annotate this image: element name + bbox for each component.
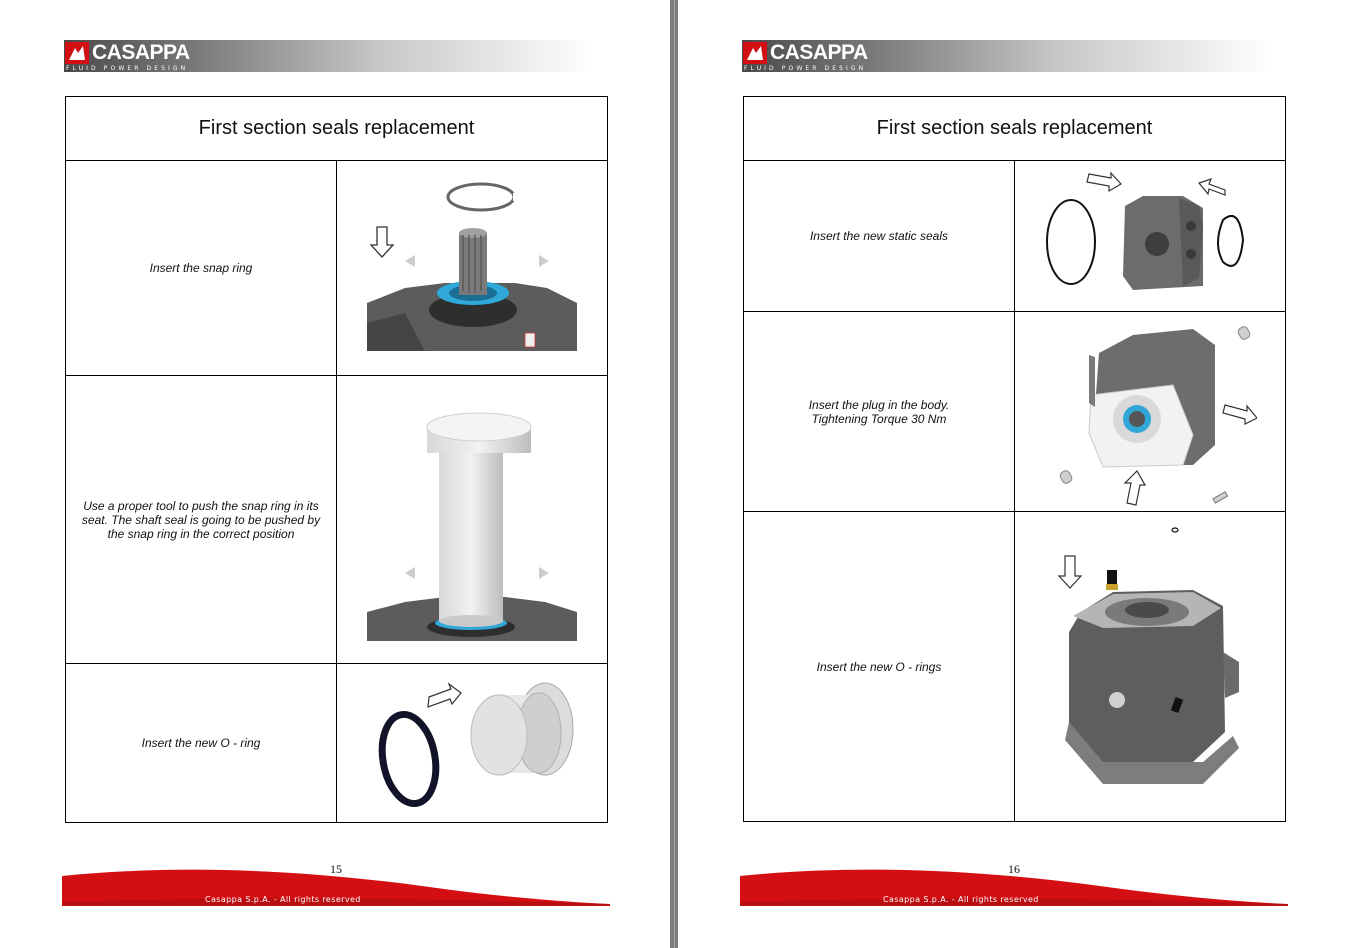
push-tool-illustration-icon (365, 397, 579, 642)
o-ring-plug-illustration-icon (365, 673, 579, 813)
o-rings-pump-body-illustration-icon (1043, 522, 1257, 812)
table-row (744, 161, 1286, 312)
step-description: Insert the new O - ring (66, 664, 337, 823)
step-illustration-o-rings (1015, 512, 1286, 822)
plug-in-body-illustration-icon (1043, 315, 1257, 509)
page-divider-edge (674, 0, 675, 948)
step-illustration-o-ring (337, 664, 608, 823)
table-row (66, 376, 608, 664)
step-illustration-push-tool (337, 376, 608, 664)
procedure-table (65, 96, 608, 823)
snap-ring-illustration-icon (365, 173, 579, 363)
step-illustration-snap-ring (337, 161, 608, 376)
logo-tagline: FLUID POWER DESIGN (66, 65, 189, 72)
document-page-16 (678, 0, 1348, 948)
casappa-logo-icon (743, 42, 767, 64)
page-footer (740, 858, 1288, 908)
logo-text: CASAPPA (770, 41, 868, 64)
table-row (744, 512, 1286, 822)
step-illustration-plug (1015, 312, 1286, 512)
static-seals-illustration-icon (1043, 166, 1257, 306)
section-title: First section seals replacement (66, 97, 608, 161)
logo-tagline: FLUID POWER DESIGN (744, 65, 867, 72)
casappa-logo (64, 40, 194, 74)
casappa-logo (742, 40, 872, 74)
table-row (66, 664, 608, 823)
casappa-logo-icon (65, 42, 89, 64)
page-number: 16 (1008, 862, 1020, 876)
step-description-line: Insert the plug in the body. (808, 397, 950, 412)
table-row (66, 161, 608, 376)
step-description: Insert the snap ring (66, 161, 337, 376)
procedure-table (743, 96, 1286, 822)
page-number: 15 (330, 862, 342, 876)
step-description: Insert the new static seals (744, 161, 1015, 312)
document-page-15 (0, 0, 670, 948)
logo-text: CASAPPA (92, 41, 190, 64)
section-title: First section seals replacement (744, 97, 1286, 161)
copyright-text: Casappa S.p.A. - All rights reserved (883, 895, 1039, 904)
step-description (744, 312, 1015, 512)
step-description: Use a proper tool to push the snap ring in its seat. The shaft seal is going to be pushed by the snap ring in the correct position (66, 376, 337, 664)
step-description: Insert the new O - rings (744, 512, 1015, 822)
page-footer (62, 858, 610, 908)
copyright-text: Casappa S.p.A. - All rights reserved (205, 895, 361, 904)
table-row (744, 312, 1286, 512)
step-illustration-static-seals (1015, 161, 1286, 312)
step-description-line: Tightening Torque 30 Nm (811, 411, 947, 426)
